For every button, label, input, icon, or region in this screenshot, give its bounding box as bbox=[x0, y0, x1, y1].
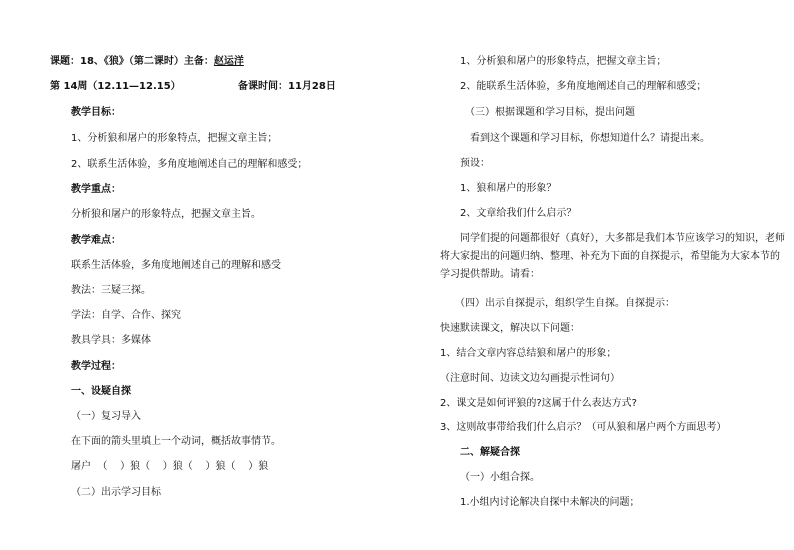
teacher-paragraph-text: 同学们提的问题都很好（真好），大多都是我们本节应该学习的知识，老师将大家提出的问题归纳、整理、补充为下面的自探提示，希望能为大家本节的学习提供帮助。请看： bbox=[440, 233, 785, 280]
plot-chain: 屠户 （ ）狼（ ）狼（ ）狼（ ）狼 bbox=[71, 461, 269, 472]
sub-heading-goals: （二）出示学习目标 bbox=[71, 487, 161, 498]
task-3: 3、这则故事带给我们什么启示？（可从狼和屠户两个方面思考） bbox=[440, 422, 727, 433]
question-1: 1、狼和屠户的形象？ bbox=[460, 183, 557, 194]
week-info: 第 14周（12.11—12.15） bbox=[50, 81, 181, 92]
objectives-heading: 教学目标： bbox=[71, 107, 121, 118]
goal-1: 1、分析狼和屠户的形象特点，把握文章主旨； bbox=[460, 56, 667, 67]
task-1: 1、结合文章内容总结狼和屠户的形象； bbox=[440, 348, 617, 359]
process-heading: 教学过程： bbox=[71, 361, 121, 372]
group-task: 1.小组内讨论解决自探中未解决的问题； bbox=[460, 497, 640, 508]
title-author: 赵运洋 bbox=[213, 56, 244, 67]
lesson-title bbox=[50, 55, 244, 68]
teacher-paragraph bbox=[440, 230, 785, 284]
section-1-heading: 一、设疑自探 bbox=[71, 386, 131, 397]
difficulty-text: 联系生活体验，多角度地阐述自己的理解和感受 bbox=[71, 260, 281, 271]
key-point-text: 分析狼和屠户的形象特点，把握文章主旨。 bbox=[71, 209, 261, 220]
teaching-tools: 教具学具：多媒体 bbox=[71, 335, 151, 346]
goal-2: 2、能联系生活体验，多角度地阐述自己的理解和感受； bbox=[460, 81, 707, 92]
title-prefix: 课题：18、《狼》（第二课时）主备： bbox=[50, 56, 214, 67]
question-prompt: 看到这个课题和学习目标，你想知道什么？请提出来。 bbox=[470, 133, 710, 144]
task-2: 2、课文是如何评狼的?这属于什么表达方式? bbox=[440, 398, 637, 409]
objective-1: 1、分析狼和屠户的形象特点，把握文章主旨； bbox=[71, 133, 278, 144]
question-2: 2、文章给我们什么启示？ bbox=[460, 208, 577, 219]
learning-method: 学法：自学、合作、探究 bbox=[71, 310, 181, 321]
sub-heading-group: （一）小组合探。 bbox=[460, 472, 540, 483]
read-task: 快速默读课文，解决以下问题： bbox=[440, 323, 580, 334]
section-2-heading: 二、解疑合探 bbox=[460, 447, 520, 458]
plot-instruction: 在下面的箭头里填上一个动词，概括故事情节。 bbox=[71, 436, 281, 447]
task-1-note: （注意时间、边读文边勾画提示性词句） bbox=[440, 373, 620, 384]
preset-label: 预设： bbox=[460, 158, 490, 169]
objective-2: 2、联系生活体验，多角度地阐述自己的理解和感受； bbox=[71, 159, 308, 170]
sub-heading-review: （一）复习导入 bbox=[71, 411, 141, 422]
teaching-method: 教法：三疑三探。 bbox=[71, 285, 151, 296]
key-point-heading: 教学重点： bbox=[71, 184, 121, 195]
sub-heading-questions: （三）根据课题和学习目标，提出问题 bbox=[465, 107, 635, 118]
difficulty-heading: 教学难点： bbox=[71, 235, 121, 246]
sub-heading-self-explore: （四）出示自探提示，组织学生自探。自探提示： bbox=[455, 298, 675, 309]
prep-time: 备课时间：11月28日 bbox=[238, 81, 336, 92]
